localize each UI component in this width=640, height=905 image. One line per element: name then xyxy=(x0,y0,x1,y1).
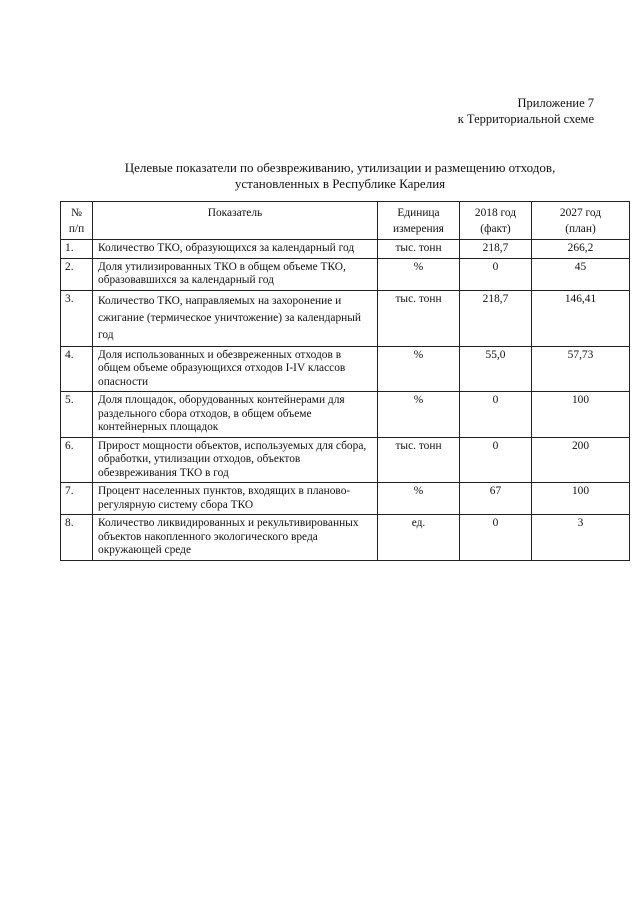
row-2027-value: 3 xyxy=(532,515,630,561)
row-indicator: Доля использованных и обезвреженных отходов в общем объеме образующихся отходов I-IV классов опасности xyxy=(93,346,378,392)
row-indicator: Доля площадок, оборудованных контейнерами для раздельного сбора отходов, в общем объеме контейнерных площадок xyxy=(93,392,378,438)
header-indicator xyxy=(93,202,378,240)
header-2027-line-1: 2027 год xyxy=(559,207,602,219)
row-2018-value: 67 xyxy=(460,483,532,515)
table-header-row xyxy=(61,202,630,240)
table-row xyxy=(61,437,630,483)
table-row xyxy=(61,240,630,259)
row-unit: тыс. тонн xyxy=(378,240,460,259)
header-2018-line-1: 2018 год xyxy=(474,207,517,219)
row-indicator: Доля утилизированных ТКО в общем объеме ТКО, образовавшихся за календарный год xyxy=(93,258,378,290)
row-number: 5. xyxy=(61,392,93,438)
row-number: 4. xyxy=(61,346,93,392)
table-row xyxy=(61,483,630,515)
row-2018-value: 218,7 xyxy=(460,240,532,259)
table-row xyxy=(61,346,630,392)
row-2018-value: 0 xyxy=(460,258,532,290)
header-unit-line-2: измерения xyxy=(393,223,444,235)
header-indicator-label: Показатель xyxy=(207,207,263,219)
header-2027-line-2: (план) xyxy=(565,223,596,235)
row-unit: % xyxy=(378,483,460,515)
header-2018 xyxy=(460,202,532,240)
row-2018-value: 0 xyxy=(460,437,532,483)
header-unit-line-1: Единица xyxy=(397,207,440,219)
row-2018-value: 0 xyxy=(460,515,532,561)
row-unit: % xyxy=(378,258,460,290)
row-2027-value: 146,41 xyxy=(532,290,630,346)
header-number xyxy=(61,202,93,240)
row-unit: тыс. тонн xyxy=(378,290,460,346)
row-2018-value: 218,7 xyxy=(460,290,532,346)
row-2027-value: 266,2 xyxy=(532,240,630,259)
header-number-line-1: № xyxy=(71,207,82,219)
indicators-table xyxy=(60,201,630,561)
header-unit xyxy=(378,202,460,240)
row-indicator: Количество ликвидированных и рекультивированных объектов накопленного экологического вреда окружающей среде xyxy=(93,515,378,561)
appendix-reference: к Территориальной схеме xyxy=(457,112,594,126)
title-line-2: установленных в Республике Карелия xyxy=(234,176,446,191)
header-number-line-2: п/п xyxy=(68,223,85,235)
table-row xyxy=(61,515,630,561)
row-number: 8. xyxy=(61,515,93,561)
row-2018-value: 55,0 xyxy=(460,346,532,392)
row-2027-value: 57,73 xyxy=(532,346,630,392)
row-unit: тыс. тонн xyxy=(378,437,460,483)
header-2018-line-2: (факт) xyxy=(480,223,511,235)
title-line-1: Целевые показатели по обезвреживанию, утилизации и размещению отходов, xyxy=(124,160,556,175)
row-indicator: Количество ТКО, образующихся за календарный год xyxy=(93,240,378,259)
row-number: 2. xyxy=(61,258,93,290)
row-number: 3. xyxy=(61,290,93,346)
row-unit: % xyxy=(378,346,460,392)
appendix-number: Приложение 7 xyxy=(517,96,594,110)
table-row xyxy=(61,392,630,438)
row-2027-value: 100 xyxy=(532,483,630,515)
row-number: 6. xyxy=(61,437,93,483)
row-2018-value: 0 xyxy=(460,392,532,438)
page-title xyxy=(60,160,620,192)
row-unit: ед. xyxy=(378,515,460,561)
table-row xyxy=(61,290,630,346)
appendix-note xyxy=(458,95,594,127)
row-number: 1. xyxy=(61,240,93,259)
row-2027-value: 200 xyxy=(532,437,630,483)
row-2027-value: 45 xyxy=(532,258,630,290)
row-unit: % xyxy=(378,392,460,438)
table-row xyxy=(61,258,630,290)
row-indicator: Прирост мощности объектов, используемых для сбора, обработки, утилизации отходов, объектов обезвреживания ТКО в год xyxy=(93,437,378,483)
header-2027 xyxy=(532,202,630,240)
row-indicator: Количество ТКО, направляемых на захоронение и сжигание (термическое уничтожение) за календарный год xyxy=(93,290,378,346)
row-indicator: Процент населенных пунктов, входящих в планово-регулярную систему сбора ТКО xyxy=(93,483,378,515)
row-number: 7. xyxy=(61,483,93,515)
row-2027-value: 100 xyxy=(532,392,630,438)
